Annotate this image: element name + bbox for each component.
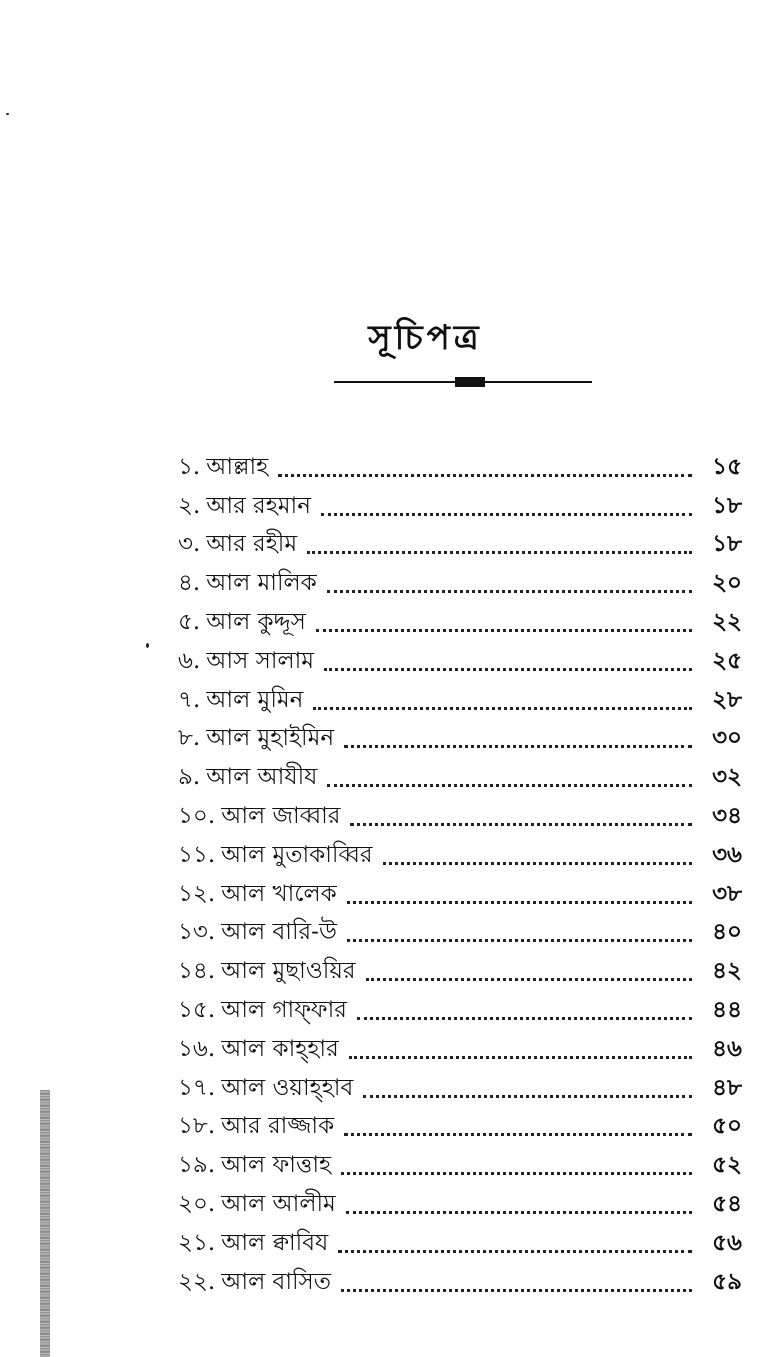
toc-dot-leader: [347, 901, 692, 904]
toc-entry: [178, 641, 742, 680]
toc-entry: [178, 1029, 742, 1068]
toc-entry-number: ১৬.: [178, 1035, 216, 1062]
toc-dot-leader: [346, 1211, 692, 1214]
toc-entry-number: ১০.: [178, 802, 216, 829]
toc-dot-leader: [344, 1133, 692, 1136]
toc-entry: [178, 525, 742, 564]
scan-speck: [6, 113, 9, 115]
toc-entry: [178, 1223, 742, 1262]
toc-dot-leader: [324, 668, 692, 671]
toc-entry-page: ৪৬: [712, 1034, 742, 1062]
toc-entry-number: ৮.: [178, 725, 201, 752]
toc-entry-page: ১৫: [712, 452, 742, 480]
toc-dot-leader: [383, 862, 692, 865]
toc-entry-page: ৫৪: [712, 1189, 742, 1217]
toc-entry-page: ৪৪: [712, 995, 742, 1023]
toc-entry-title: আল আযীয: [206, 764, 318, 791]
toc-dot-leader: [349, 1056, 692, 1059]
toc-entry-page: ২২: [712, 607, 742, 635]
toc-dot-leader: [338, 1250, 692, 1253]
toc-entry-title: আল ওয়াহ্হাব: [221, 1074, 354, 1101]
toc-entry-title: আল মুছাওয়ির: [221, 958, 356, 985]
toc-entry-number: ১৯.: [178, 1152, 216, 1179]
toc-entry-number: ২১.: [178, 1229, 216, 1256]
toc-entry-number: ২.: [178, 492, 201, 519]
toc-dot-leader: [307, 551, 692, 554]
toc-entry: [178, 563, 742, 602]
toc-dot-leader: [347, 939, 692, 942]
toc-entry-title: আর রহীম: [206, 531, 298, 558]
toc-entry: [178, 680, 742, 719]
toc-dot-leader: [316, 629, 692, 632]
toc-entry-page: ৩২: [712, 763, 742, 791]
toc-dot-leader: [321, 513, 692, 516]
toc-entry: [178, 1068, 742, 1107]
toc-entry: [178, 1107, 742, 1146]
toc-entry-page: ২৮: [712, 685, 742, 713]
scan-speck: [146, 643, 149, 648]
toc-dot-leader: [341, 1289, 692, 1292]
toc-entry: [178, 874, 742, 913]
toc-entry-page: ৫০: [712, 1112, 742, 1140]
toc-entry: [178, 447, 742, 486]
title-divider-ornament: [455, 377, 485, 387]
toc-entry: [178, 602, 742, 641]
toc-entry-title: আল জাব্বার: [221, 802, 341, 829]
toc-entry-page: ১৮: [712, 530, 742, 558]
toc-entry: [178, 1262, 742, 1301]
toc-entry-number: ৯.: [178, 764, 201, 791]
toc-entry-page: ৫৯: [712, 1267, 742, 1295]
toc-entry-number: ৪.: [178, 570, 201, 597]
toc-dot-leader: [313, 707, 692, 710]
toc-entry-number: ৬.: [178, 647, 201, 674]
toc-entry-page: ২৫: [712, 646, 742, 674]
toc-entry-title: আল খালেক: [221, 880, 337, 907]
toc-dot-leader: [278, 474, 692, 477]
toc-dot-leader: [327, 784, 692, 787]
toc-entry-page: ১৮: [712, 491, 742, 519]
toc-dot-leader: [344, 745, 692, 748]
toc-entry-number: ৫.: [178, 608, 201, 635]
toc-entry-page: ৫৬: [712, 1228, 742, 1256]
toc-dot-leader: [366, 978, 692, 981]
toc-entry-number: ১৭.: [178, 1074, 216, 1101]
toc-entry: [178, 757, 742, 796]
table-of-contents: [178, 447, 742, 1301]
toc-entry-title: আল ফাত্তাহ: [221, 1152, 332, 1179]
toc-entry-title: আল বাসিত: [221, 1268, 332, 1295]
toc-entry-title: আল মুতাকাব্বির: [221, 841, 373, 868]
toc-dot-leader: [357, 1017, 692, 1020]
toc-entry-page: ৪৮: [712, 1073, 742, 1101]
toc-entry-number: ১৩.: [178, 919, 216, 946]
toc-entry: [178, 1184, 742, 1223]
toc-entry-title: আল গাফ্ফার: [221, 996, 347, 1023]
toc-entry-number: ৭.: [178, 686, 201, 713]
toc-entry: [178, 486, 742, 525]
toc-dot-leader: [341, 1172, 692, 1175]
toc-entry-title: আর রাজ্জাক: [221, 1113, 335, 1140]
toc-entry-page: ৩৬: [712, 840, 742, 868]
toc-entry: [178, 796, 742, 835]
toc-dot-leader: [350, 823, 692, 826]
toc-entry-number: ২২.: [178, 1268, 216, 1295]
toc-entry-title: আল আলীম: [221, 1190, 336, 1217]
toc-entry-number: ১.: [178, 453, 201, 480]
toc-entry-page: ৩৮: [712, 879, 742, 907]
page-title: সূচিপত্র: [368, 318, 483, 358]
toc-entry-number: ১১.: [178, 841, 216, 868]
toc-entry-number: ১৮.: [178, 1113, 216, 1140]
toc-entry-title: আল ক্বাবিয: [221, 1229, 329, 1256]
toc-entry-number: ৩.: [178, 531, 201, 558]
toc-entry-number: ১৫.: [178, 996, 216, 1023]
toc-entry-title: আস সালাম: [206, 647, 315, 674]
toc-entry-number: ১২.: [178, 880, 216, 907]
toc-entry: [178, 990, 742, 1029]
toc-entry-page: ৪২: [712, 957, 742, 985]
toc-entry-page: ২০: [712, 569, 742, 597]
toc-entry: [178, 913, 742, 952]
toc-entry: [178, 719, 742, 758]
toc-entry-title: আল মালিক: [206, 570, 317, 597]
toc-entry-title: আল কাহ্হার: [221, 1035, 339, 1062]
toc-entry-number: ২০.: [178, 1190, 216, 1217]
toc-entry-title: আল কুদ্দূস: [206, 608, 306, 635]
toc-entry-title: আল বারি-উ: [221, 919, 337, 946]
toc-entry-title: আল মুহাইমিন: [206, 725, 335, 752]
toc-dot-leader: [363, 1095, 692, 1098]
toc-entry-page: ৪০: [712, 918, 742, 946]
toc-dot-leader: [327, 590, 692, 593]
toc-entry-page: ৫২: [712, 1151, 742, 1179]
toc-entry: [178, 835, 742, 874]
toc-entry-page: ৩০: [712, 724, 742, 752]
toc-entry: [178, 951, 742, 990]
toc-entry-page: ৩৪: [712, 801, 742, 829]
toc-entry-number: ১৪.: [178, 958, 216, 985]
toc-entry: [178, 1145, 742, 1184]
toc-entry-title: আল মুমিন: [206, 686, 304, 713]
toc-entry-title: আল্লাহ: [206, 453, 269, 480]
book-spine-edge: [40, 1090, 50, 1357]
toc-entry-title: আর রহমান: [206, 492, 311, 519]
